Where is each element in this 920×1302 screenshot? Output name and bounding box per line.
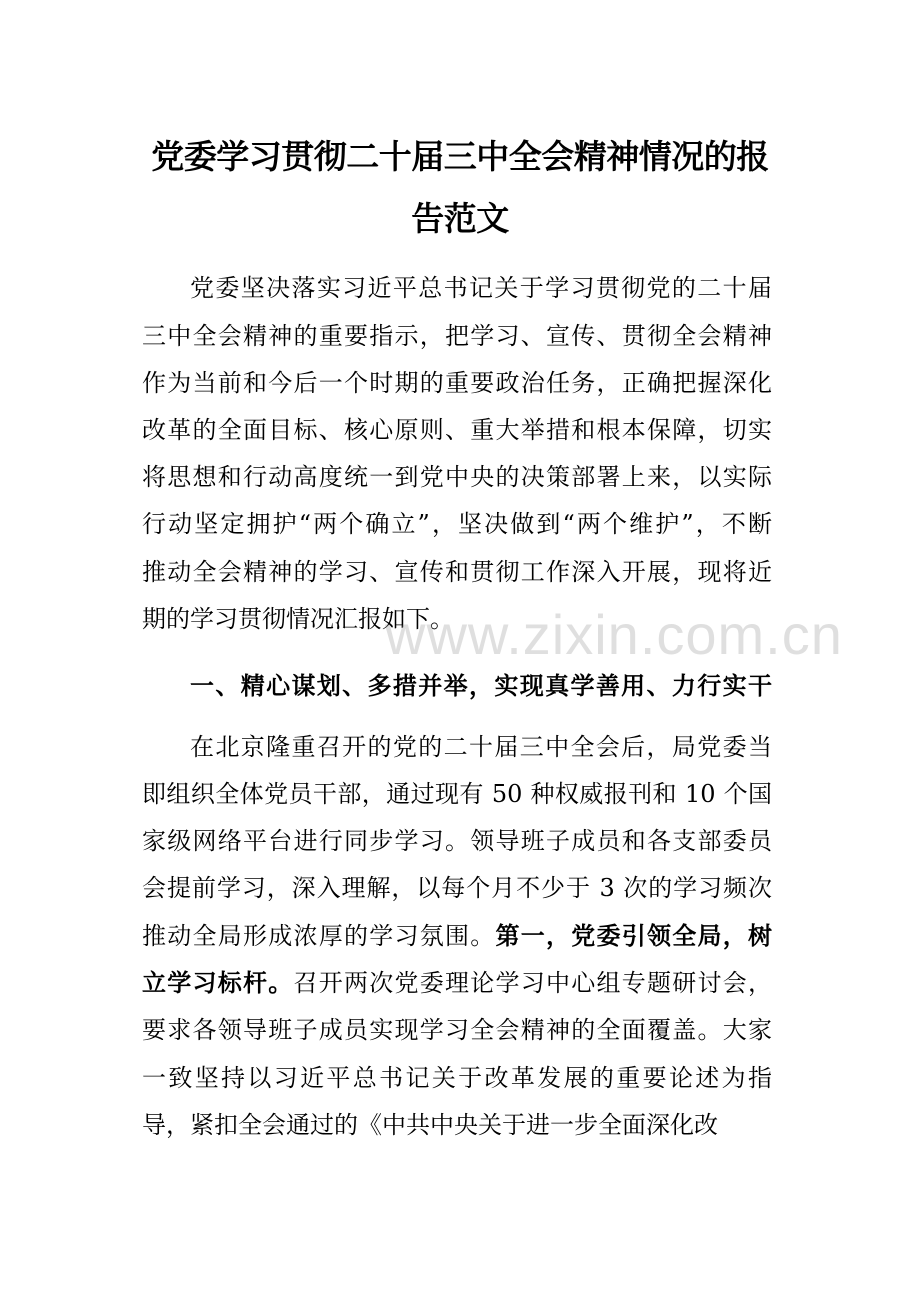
paragraph-line: 在北京隆重召开的党的二十届三中全会后，局党委当	[190, 733, 772, 761]
watermark: www.zixin.com.cn	[385, 603, 843, 666]
paragraph-line-mixed	[142, 963, 772, 1003]
paragraph-line: 作为当前和今后一个时期的重要政治任务，正确把握深化	[142, 369, 772, 397]
paragraph-line-mixed	[142, 916, 772, 956]
bold-text: 第一，党委引领全局，树	[495, 921, 772, 950]
paragraph-line: 将思想和行动高度统一到党中央的决策部署上来，以实际	[142, 463, 772, 491]
document-title	[140, 126, 780, 250]
paragraph-line: 改革的全面目标、核心原则、重大举措和根本保障，切实	[142, 416, 772, 444]
section-heading: 一、精心谋划、多措并举，实现真学善用、力行实干	[190, 671, 772, 700]
paragraph-line: 三中全会精神的重要指示，把学习、宣传、贯彻全会精神	[142, 322, 772, 350]
plain-text: 推动全局形成浓厚的学习氛围。	[142, 922, 496, 950]
paragraph-line: 要求各领导班子成员实现学习全会精神的全面覆盖。大家	[142, 1016, 772, 1044]
paragraph-line: 会提前学习，深入理解，以每个月不少于 3 次的学习频次	[142, 874, 772, 902]
bold-text: 立学习标杆。	[142, 968, 294, 997]
plain-text: 召开两次党委理论学习中心组专题研讨会，	[293, 969, 772, 997]
title-line-2: 告范文	[411, 199, 509, 238]
paragraph-line: 行动坚定拥护“两个确立”，坚决做到“两个维护”，不断	[142, 510, 772, 538]
title-line-1: 党委学习贯彻二十届三中全会精神情况的报	[151, 137, 769, 176]
paragraph-line: 一致坚持以习近平总书记关于改革发展的重要论述为指	[142, 1064, 772, 1092]
paragraph-line: 家级网络平台进行同步学习。领导班子成员和各支部委员	[142, 827, 772, 855]
paragraph-line: 推动全会精神的学习、宣传和贯彻工作深入开展，现将近	[142, 558, 772, 586]
paragraph-line: 党委坚决落实习近平总书记关于学习贯彻党的二十届	[190, 274, 772, 302]
paragraph-line: 导，紧扣全会通过的《中共中央关于进一步全面深化改	[142, 1111, 718, 1139]
paragraph-line: 即组织全体党员干部，通过现有 50 种权威报刊和 10 个国	[142, 780, 772, 808]
paragraph-line: 期的学习贯彻情况汇报如下。	[142, 605, 454, 633]
